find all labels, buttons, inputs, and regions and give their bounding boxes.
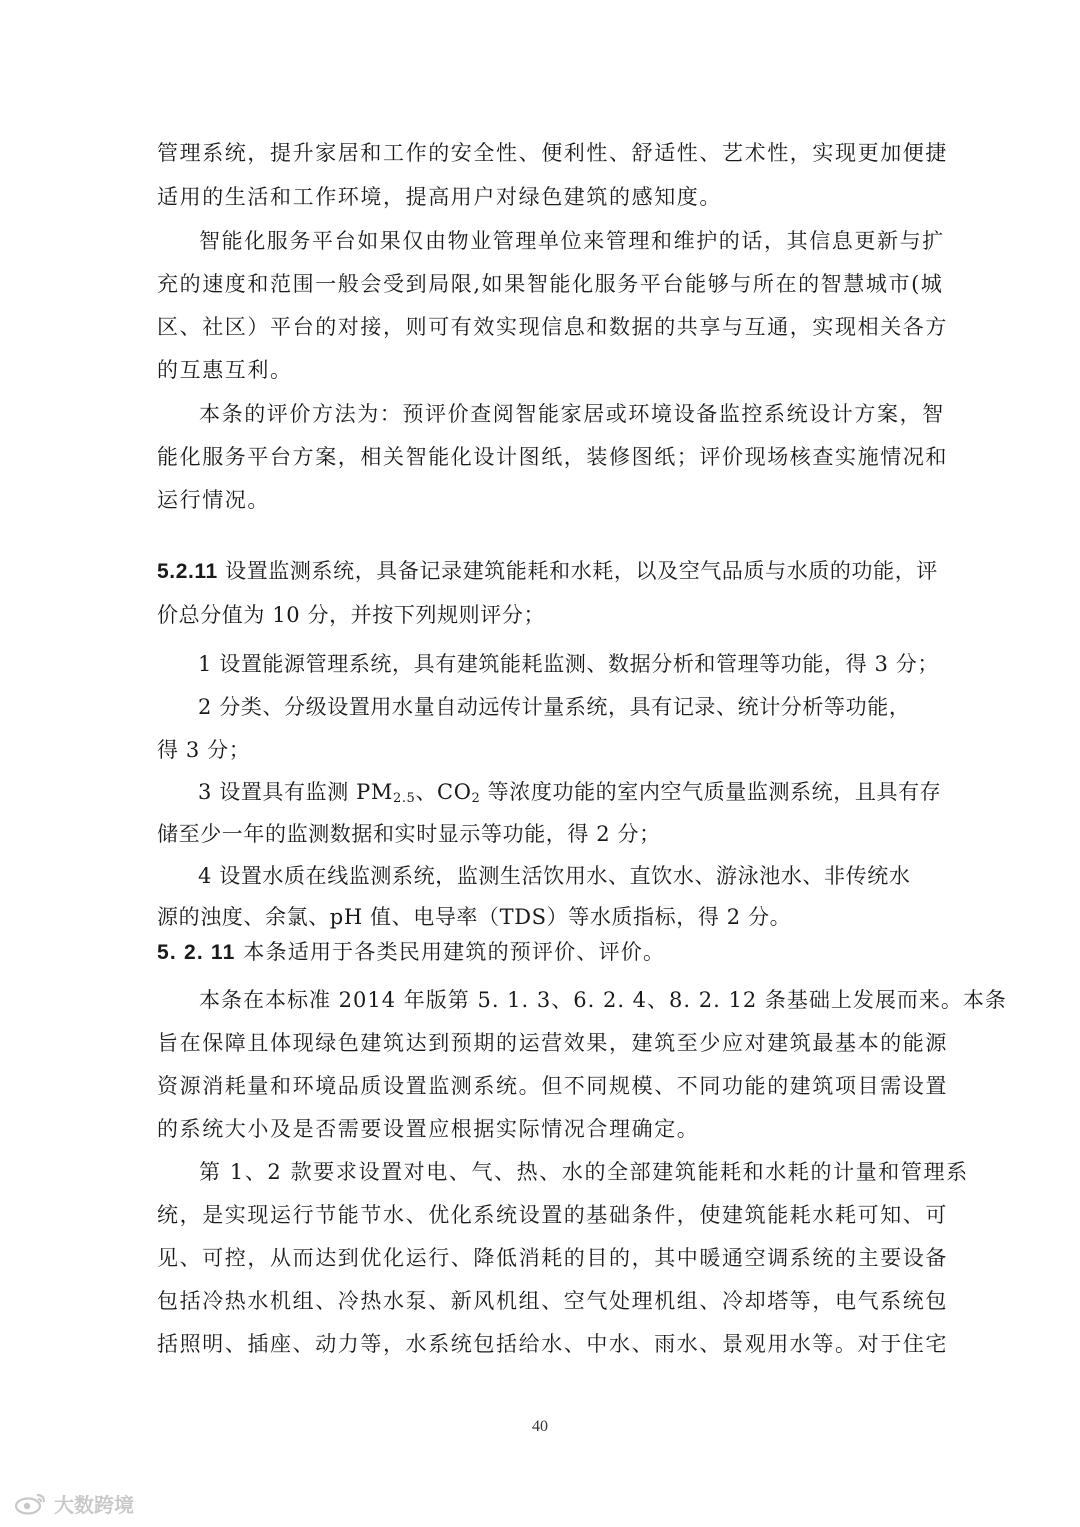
weibo-icon (14, 1491, 48, 1515)
paragraph-line: 本条的评价方法为：预评价查阅智能家居或环境设备监控系统设计方案，智 (199, 402, 945, 426)
rule-item-4-cont: 源的浊度、余氯、pH 值、电导率（TDS）等水质指标，得 2 分。 (157, 905, 792, 929)
paragraph-line: 的系统大小及是否需要设置应根据实际情况合理确定。 (157, 1117, 700, 1141)
rule-item-2-cont: 得 3 分； (157, 738, 251, 762)
paragraph-line: 见、可控，从而达到优化运行、降低消耗的目的，其中暖通空调系统的主要设备 (157, 1246, 948, 1270)
rule-line: 价总分值为 10 分，并按下列规则评分； (157, 603, 546, 627)
watermark-text: 大数跨境 (54, 1492, 134, 1517)
watermark (14, 1488, 134, 1518)
paragraph-line: 统，是实现运行节能节水、优化系统设置的基础条件，使建筑能耗水耗可知、可 (157, 1203, 948, 1227)
rule-item-3-text-a: 3 设置具有监测 PM (198, 780, 393, 804)
rule-item-3-text-b: 、CO (415, 780, 472, 804)
paragraph-line: 适用的生活和工作环境，提高用户对绿色建筑的感知度。 (157, 185, 722, 209)
co2-subscript: 2 (471, 791, 481, 806)
explanation-heading (157, 937, 927, 967)
rule-item-4: 4 设置水质在线监测系统，监测生活饮用水、直饮水、游泳池水、非传统水 (198, 864, 911, 888)
paragraph-line: 旨在保障且体现绿色建筑达到预期的运营效果，建筑至少应对建筑最基本的能源 (157, 1031, 948, 1055)
rule-number: 5.2.11 (157, 560, 218, 583)
paragraph-line: 本条在本标准 2014 年版第 5. 1. 3、6. 2. 4、8. 2. 12 条基础上发展而来。本条 (199, 988, 1007, 1012)
explanation-number: 5. 2. 11 (157, 941, 236, 964)
pm-subscript: 2.5 (392, 791, 416, 806)
paragraph-line: 管理系统，提升家居和工作的安全性、便利性、舒适性、艺术性，实现更加便捷 (157, 141, 948, 165)
paragraph-line: 的互惠互利。 (157, 358, 293, 382)
paragraph-line: 区、社区）平台的对接，则可有效实现信息和数据的共享与互通，实现相关各方 (157, 315, 948, 339)
rule-text: 设置监测系统，具备记录建筑能耗和水耗，以及空气品质与水质的功能，评 (217, 559, 938, 583)
rule-item-3-text-c: 等浓度功能的室内空气质量监测系统，且具有存 (480, 780, 942, 804)
paragraph-line: 智能化服务平台如果仅由物业管理单位来管理和维护的话，其信息更新与扩 (199, 229, 945, 253)
rule-heading (157, 556, 938, 586)
explanation-heading-text: 本条适用于各类民用建筑的预评价、评价。 (235, 940, 666, 964)
paragraph-line: 资源消耗量和环境品质设置监测系统。但不同规模、不同功能的建筑项目需设置 (157, 1074, 948, 1098)
rule-item-2: 2 分类、分级设置用水量自动远传计量系统，具有记录、统计分析等功能， (198, 695, 911, 719)
paragraph-line: 运行情况。 (157, 488, 270, 512)
page-number: 40 (532, 1418, 548, 1435)
paragraph-line: 包括冷热水机组、冷热水泵、新风机组、空气处理机组、冷却塔等，电气系统包 (157, 1289, 948, 1313)
paragraph-line: 括照明、插座、动力等，水系统包括给水、中水、雨水、景观用水等。对于住宅 (157, 1332, 948, 1356)
paragraph-line: 第 1、2 款要求设置对电、气、热、水的全部建筑能耗和水耗的计量和管理系 (199, 1160, 969, 1184)
rule-item-1: 1 设置能源管理系统，具有建筑能耗监测、数据分析和管理等功能，得 3 分； (198, 652, 939, 676)
paragraph-line: 能化服务平台方案，相关智能化设计图纸，装修图纸；评价现场核查实施情况和 (157, 445, 948, 469)
paragraph-line: 充的速度和范围一般会受到局限,如果智能化服务平台能够与所在的智慧城市(城 (157, 272, 944, 296)
rule-item-3-cont: 储至少一年的监测数据和实时显示等功能，得 2 分； (157, 822, 661, 846)
rule-item-3 (198, 777, 942, 807)
